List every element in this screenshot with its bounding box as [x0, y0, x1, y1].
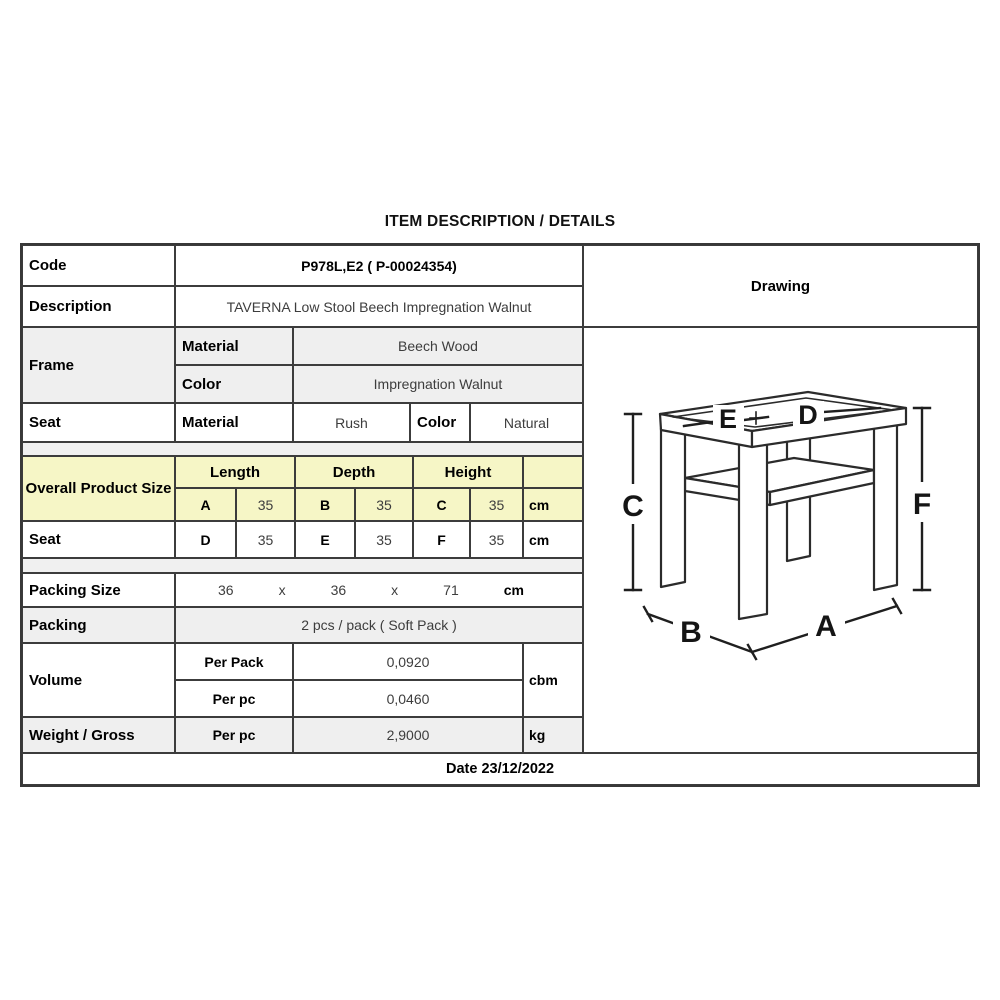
- size-value-a: 35: [236, 488, 295, 521]
- weight-value: 2,9000: [293, 717, 523, 753]
- volume-per-pack-value: 0,0920: [293, 643, 523, 680]
- description-label: Description: [22, 286, 175, 327]
- seat-color-value: Natural: [470, 403, 583, 442]
- seat-label: Seat: [22, 403, 175, 442]
- description-value: TAVERNA Low Stool Beech Impregnation Walnut: [175, 286, 583, 327]
- weight-unit: kg: [523, 717, 583, 753]
- size-value-c: 35: [470, 488, 523, 521]
- size-key-d: D: [175, 521, 236, 558]
- weight-label: Weight / Gross: [22, 717, 175, 753]
- size-value-d: 35: [236, 521, 295, 558]
- size-header-unit-empty: [523, 456, 583, 488]
- size-header-height: Height: [413, 456, 523, 488]
- packing-size-unit: cm: [503, 582, 524, 598]
- seat-material-value: Rush: [293, 403, 410, 442]
- size-unit-overall: cm: [523, 488, 583, 521]
- volume-per-pc-value: 0,0460: [293, 680, 523, 717]
- packing-label: Packing: [22, 607, 175, 643]
- size-key-e: E: [295, 521, 355, 558]
- packing-size-label: Packing Size: [22, 573, 175, 607]
- packing-value: 2 pcs / pack ( Soft Pack ): [175, 607, 583, 643]
- page-title: ITEM DESCRIPTION / DETAILS: [384, 213, 616, 230]
- frame-material-value: Beech Wood: [293, 327, 583, 365]
- dim-label-e: E: [718, 404, 738, 434]
- code-label: Code: [22, 245, 175, 286]
- frame-color-label: Color: [175, 365, 293, 403]
- volume-unit: cbm: [523, 643, 583, 717]
- volume-per-pc-label: Per pc: [175, 680, 293, 717]
- size-key-c: C: [413, 488, 470, 521]
- overall-size-label: Overall Product Size: [22, 456, 175, 521]
- stool-drawing: [584, 328, 977, 752]
- packing-size-x1: x: [278, 582, 286, 598]
- dim-label-d: D: [798, 400, 818, 430]
- packing-size-depth: 36: [330, 582, 347, 598]
- size-key-b: B: [295, 488, 355, 521]
- code-value: P978L,E2 ( P-00024354): [175, 245, 583, 286]
- packing-size-width: 36: [218, 582, 234, 598]
- size-key-a: A: [175, 488, 236, 521]
- frame-material-label: Material: [175, 327, 293, 365]
- drawing-header: Drawing: [583, 245, 978, 327]
- size-key-f: F: [413, 521, 470, 558]
- size-value-f: 35: [470, 521, 523, 558]
- dim-label-a: A: [815, 610, 837, 643]
- seat-size-label: Seat: [22, 521, 175, 558]
- seat-color-label: Color: [410, 403, 470, 442]
- dim-label-c: C: [622, 490, 644, 523]
- seat-material-label: Material: [175, 403, 293, 442]
- weight-per-pc-label: Per pc: [175, 717, 293, 753]
- date-row: Date 23/12/2022: [22, 753, 978, 785]
- packing-size-height: 71: [443, 582, 459, 598]
- volume-label: Volume: [22, 643, 175, 717]
- volume-per-pack-label: Per Pack: [175, 643, 293, 680]
- size-value-b: 35: [355, 488, 413, 521]
- packing-size-value: [175, 573, 583, 607]
- frame-label: Frame: [22, 327, 175, 403]
- section-separator: [22, 442, 583, 456]
- size-unit-seat: cm: [523, 521, 583, 558]
- packing-size-x2: x: [391, 582, 399, 598]
- frame-color-value: Impregnation Walnut: [293, 365, 583, 403]
- dim-label-b: B: [680, 616, 702, 649]
- size-value-e: 35: [355, 521, 413, 558]
- size-header-length: Length: [175, 456, 295, 488]
- drawing-panel: [583, 327, 978, 753]
- section-separator: [22, 558, 583, 573]
- dim-label-f: F: [912, 488, 932, 521]
- size-header-depth: Depth: [295, 456, 413, 488]
